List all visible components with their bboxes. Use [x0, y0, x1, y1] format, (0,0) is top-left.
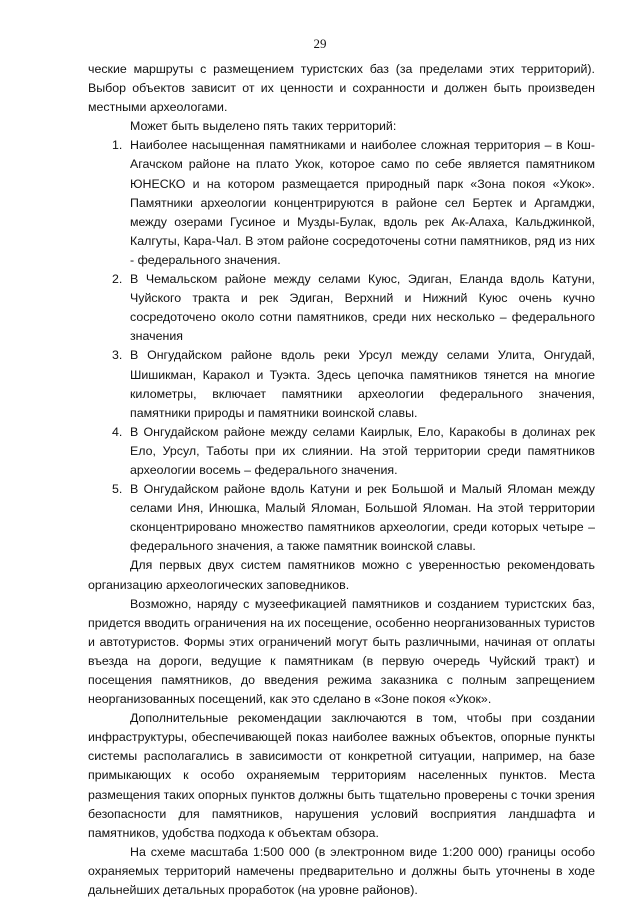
list-item	[88, 480, 595, 556]
page-number: 29	[313, 36, 327, 51]
list-item-text: В Чемальском районе между селами Куюс, Эдиган, Еланда вдоль Катуни, Чуйского тракта и рек Эдиган, Верхний и Нижний Куюс очень кучно сосредоточено около сотни памятников, среди них несколько – федерального значения	[130, 272, 595, 344]
list-item-text: В Онгудайском районе вдоль реки Урсул между селами Улита, Онгудай, Шишикман, Каракол и Туэкта. Здесь цепочка памятников тянется на многие километры, включает памятники археологии федерального значения, памятники природы и памятники воинской славы.	[130, 348, 595, 420]
list-intro: Может быть выделено пять таких территорий:	[130, 119, 397, 134]
list-item-number: 2.	[112, 272, 123, 287]
list-item-number: 1.	[112, 138, 123, 153]
list-item-number: 3.	[112, 348, 123, 363]
list-item	[88, 136, 595, 270]
page-body	[88, 60, 595, 900]
list-item	[88, 270, 595, 346]
territory-list	[88, 136, 595, 556]
paragraph: Возможно, наряду с музеефикацией памятников и созданием туристских баз, придется вводить ограничения на их посещение, особенно неорганизованных туристов и автотуристов. Формы этих ограничений могут быть различными, начиная от оплаты въезда на дороги, ведущие к памятникам (в первую очередь Чуйский тракт) и посещения памятников, до введения режима заказника с полным запрещением неорганизованных посещений, как это сделано в «Зоне покоя «Укок».	[88, 596, 595, 707]
paragraph: Дополнительные рекомендации заключаются в том, чтобы при создании инфраструктуры, обеспечивающей показ наиболее важных объектов, опорные пункты системы располагались в зависимости от конкретной ситуации, например, на базе примыкающих к особо охраняемым территориям населенных пунктов. Места размещения таких опорных пунктов должны быть тщательно проверены с точки зрения безопасности для памятников, нарушения условий восприятия ландшафта и памятников, удобства подхода к объектам обзора.	[88, 711, 595, 840]
intro-continuation: ческие маршруты с размещением туристских баз (за пределами этих территорий). Выбор объектов зависит от их ценности и сохранности и должен быть произведен местными археологами.	[88, 62, 595, 115]
list-item	[88, 346, 595, 422]
list-item-number: 4.	[112, 424, 123, 439]
list-item-text: Наиболее насыщенная памятниками и наиболее сложная территория – в Кош-Агачском районе на плато Укок, которое само по себе является памятником ЮНЕСКО и на котором размещается природный парк «Зона покоя «Укок». Памятники археологии концентрируются в районе сел Бертек и Аргамджи, между озерами Гусиное и Музды-Булак, вдоль рек Ак-Алаха, Кальджинкой, Калгуты, Кара-Чал. В этом районе сосредоточены сотни памятников, ряд из них - федерального значения.	[130, 138, 595, 267]
list-item-number: 5.	[112, 482, 123, 497]
paragraph: На схеме масштаба 1:500 000 (в электронном виде 1:200 000) границы особо охраняемых территорий намечены предварительно и должны быть уточнены в ходе дальнейших детальных проработок (на уровне районов).	[88, 844, 595, 898]
paragraph: Для первых двух систем памятников можно с уверенностью рекомендовать организацию археологических заповедников.	[88, 558, 595, 592]
list-item-text: В Онгудайском районе вдоль Катуни и рек Большой и Малый Яломан между селами Иня, Инюшка, Малый Яломан, Большой Яломан. На этой территории сконцентрировано множество памятников археологии, среди которых четыре – федерального значения, а также памятник воинской славы.	[130, 482, 595, 554]
list-item	[88, 423, 595, 480]
list-item-text: В Онгудайском районе между селами Каирлык, Ело, Каракобы в долинах рек Ело, Урсул, Таботы при их слиянии. На этой территории среди памятников археологии восемь – федерального значения.	[130, 424, 595, 477]
